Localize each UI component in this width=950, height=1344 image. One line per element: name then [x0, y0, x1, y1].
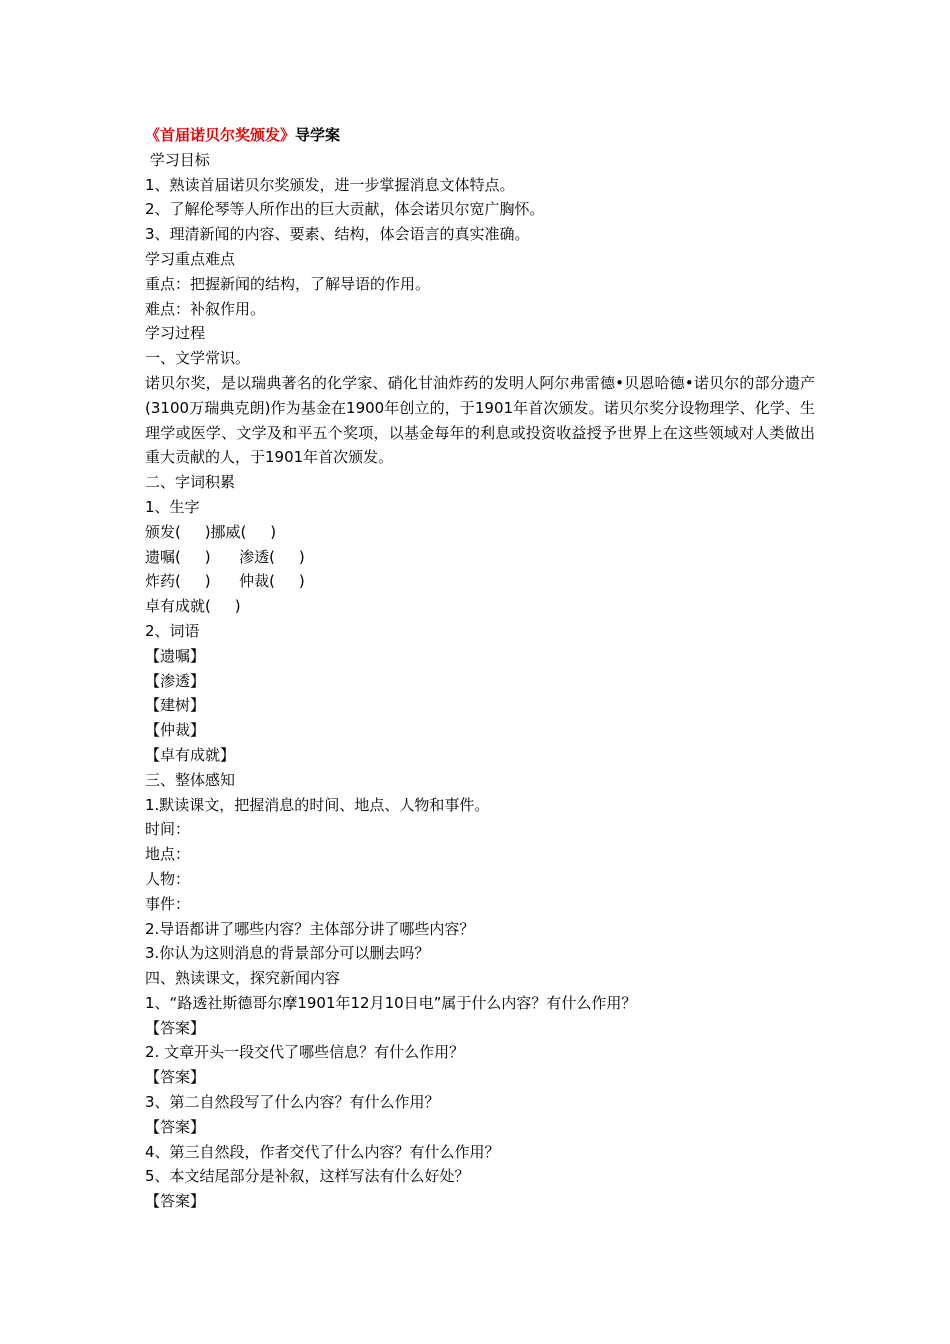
text-line: 人物：: [145, 869, 191, 888]
text-line: 学习过程: [145, 324, 206, 343]
text-line: 1.默读课文，把握消息的时间、地点、人物和事件。: [145, 795, 490, 814]
section-after-paragraph: [145, 470, 815, 1214]
text-line: 3.你认为这则消息的背景部分可以删去吗？: [145, 944, 430, 963]
text-line: 四、熟读课文，探究新闻内容: [145, 969, 341, 988]
text-line: 1、“路透社斯德哥尔摩1901年12月10日电”属于什么内容？有什么作用？: [145, 993, 637, 1012]
text-line: 【答案】: [145, 1068, 206, 1087]
text-line: 2、了解伦琴等人所作出的巨大贡献，体会诺贝尔宽广胸怀。: [145, 200, 545, 219]
text-line: 1、生字: [145, 497, 200, 516]
text-line: 4、第三自然段，作者交代了什么内容？有什么作用？: [145, 1142, 500, 1161]
text-line: 学习重点难点: [145, 249, 236, 268]
text-line: 【仲裁】: [145, 721, 206, 740]
text-line: 二、字词积累: [145, 473, 236, 492]
section-before-paragraph: [145, 148, 815, 371]
text-line: 颁发( )挪威( ): [145, 522, 277, 541]
text-line: 地点：: [145, 845, 191, 864]
text-line: 难点：补叙作用。: [145, 299, 266, 318]
text-line: 5、本文结尾部分是补叙，这样写法有什么好处？: [145, 1167, 470, 1186]
text-line: 【卓有成就】: [145, 745, 236, 764]
text-line: 遗嘱( ) 渗透( ): [145, 547, 305, 566]
text-line: 【答案】: [145, 1018, 206, 1037]
text-line: 1、熟读首届诺贝尔奖颁发，进一步掌握消息文体特点。: [145, 175, 515, 194]
title-red: 《首届诺贝尔奖颁发》: [145, 126, 296, 144]
text-line: 【答案】: [145, 1117, 206, 1136]
text-line: 学习目标: [145, 150, 210, 169]
text-line: 卓有成就( ): [145, 597, 241, 616]
text-line: 3、理清新闻的内容、要素、结构，体会语言的真实准确。: [145, 225, 530, 244]
text-line: 2.导语都讲了哪些内容？主体部分讲了哪些内容？: [145, 919, 475, 938]
text-line: 【答案】: [145, 1192, 206, 1211]
text-line: 炸药( ) 仲裁( ): [145, 572, 305, 591]
text-line: 三、整体感知: [145, 770, 236, 789]
text-line: 事件：: [145, 894, 191, 913]
text-line: 2、词语: [145, 621, 200, 640]
text-line: 一、文学常识。: [145, 349, 251, 368]
document-page: [145, 123, 831, 1214]
title-black: 导学案: [295, 126, 341, 144]
nobel-paragraph: 诺贝尔奖，是以瑞典著名的化学家、硝化甘油炸药的发明人阿尔弗雷德•贝恩哈德•诺贝尔的部分遗产 (3100万瑞典克朗)作为基金在1900年创立的，于1901年首次颁发。诺贝尔奖分设物理学、化学、生理学或医学、文学及和平五个奖项，以基金每年的利息或投资收益授予世界上在这些领域对人类做出重大贡献的人，于1901年首次颁发。: [145, 373, 831, 467]
text-line: 【建树】: [145, 696, 206, 715]
text-line: 【遗嘱】: [145, 646, 206, 665]
text-line: 【渗透】: [145, 671, 206, 690]
text-line: 重点：把握新闻的结构，了解导语的作用。: [145, 274, 431, 293]
document-title: [145, 123, 815, 148]
text-line: 时间：: [145, 820, 191, 839]
text-line: 3、第二自然段写了什么内容？有什么作用？: [145, 1093, 440, 1112]
text-line: 2. 文章开头一段交代了哪些信息？有什么作用？: [145, 1043, 465, 1062]
